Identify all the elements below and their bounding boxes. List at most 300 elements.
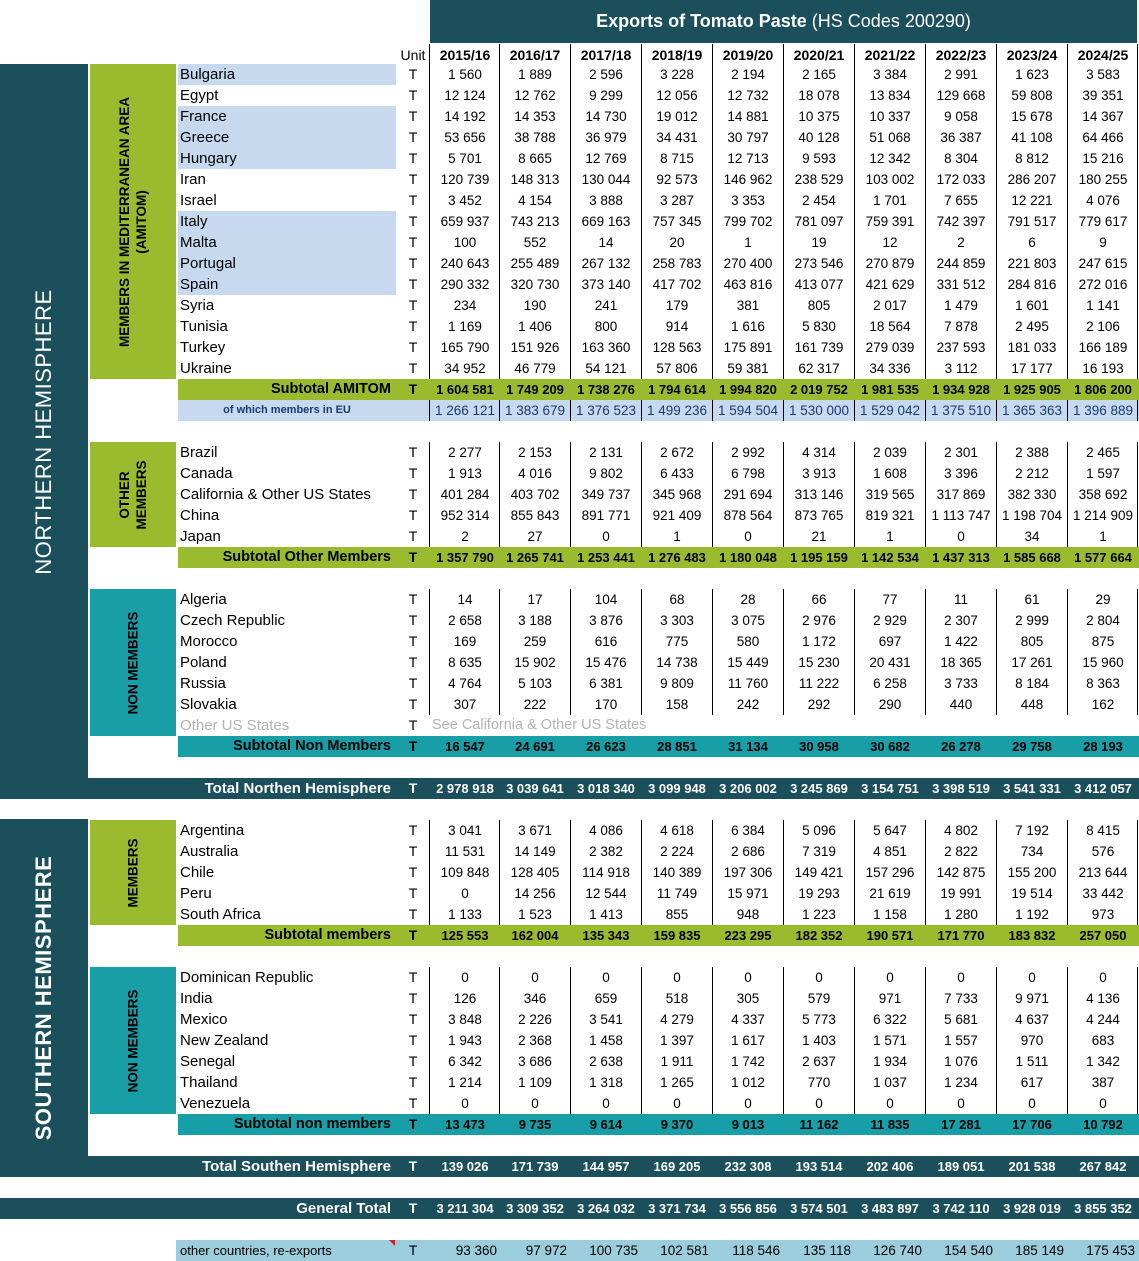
table-row xyxy=(0,967,1139,988)
unit-cell: T xyxy=(408,591,418,607)
value-cell: 4 016 xyxy=(518,466,552,481)
column-divider xyxy=(499,400,500,421)
unit-cell: T xyxy=(408,87,418,103)
value-cell: 267 842 xyxy=(1079,1159,1127,1174)
value-cell: 100 xyxy=(453,235,477,250)
value-cell: 805 xyxy=(807,298,831,313)
value-cell: 15 902 xyxy=(514,655,556,670)
value-cell: 118 546 xyxy=(732,1243,780,1258)
subtotal-label: Subtotal Non Members xyxy=(233,738,391,754)
value-cell: 14 881 xyxy=(727,109,769,124)
value-cell: 2 153 xyxy=(518,445,552,460)
unit-cell: T xyxy=(408,507,418,523)
total-southern-hemisphere-row xyxy=(0,1156,1139,1177)
value-cell: 241 xyxy=(594,298,618,313)
value-cell: 11 760 xyxy=(727,676,769,691)
value-cell: 183 832 xyxy=(1008,928,1056,943)
value-cell: 77 xyxy=(882,592,898,607)
value-cell: 3 398 519 xyxy=(932,781,990,796)
value-cell: 4 314 xyxy=(802,445,836,460)
value-cell: 3 287 xyxy=(660,193,694,208)
value-cell: 2 xyxy=(957,235,965,250)
value-cell: 38 788 xyxy=(514,130,556,145)
value-cell: 4 279 xyxy=(660,1012,694,1027)
value-cell: 1 076 xyxy=(944,1054,978,1069)
value-cell: 1 458 xyxy=(589,1033,623,1048)
value-cell: 2 301 xyxy=(944,445,978,460)
value-cell: 6 384 xyxy=(731,823,765,838)
group-label-non-members-north: NON MEMBERS xyxy=(90,589,176,736)
value-cell: 11 835 xyxy=(870,1117,910,1132)
value-cell: 7 655 xyxy=(944,193,978,208)
value-cell: 2 976 xyxy=(802,613,836,628)
country-name: Bulgaria xyxy=(178,64,396,85)
value-cell: 11 xyxy=(953,592,968,607)
value-cell: 320 730 xyxy=(510,277,560,292)
value-cell: 14 367 xyxy=(1082,109,1124,124)
value-cell: 5 647 xyxy=(873,823,907,838)
value-cell: 6 342 xyxy=(448,1054,482,1069)
value-cell: 1 342 xyxy=(1086,1054,1120,1069)
value-cell: 1 616 xyxy=(731,319,765,334)
value-cell: 0 xyxy=(957,529,965,544)
value-cell: 1 133 xyxy=(448,907,482,922)
value-cell: 781 097 xyxy=(794,214,844,229)
value-cell: 4 086 xyxy=(589,823,623,838)
value-cell: 103 002 xyxy=(865,172,915,187)
country-name: Syria xyxy=(180,297,215,314)
unit-cell: T xyxy=(408,444,418,460)
value-cell: 1 396 889 xyxy=(1072,403,1134,418)
year-header: 2021/22 xyxy=(864,47,916,63)
country-name: Venezuela xyxy=(180,1095,251,1112)
value-cell: 40 128 xyxy=(798,130,840,145)
value-cell: 31 134 xyxy=(728,739,768,754)
value-cell: 0 xyxy=(957,970,965,985)
value-cell: 4 802 xyxy=(944,823,978,838)
table-row xyxy=(0,862,1139,883)
value-cell: 1 617 xyxy=(731,1033,765,1048)
value-cell: 3 041 xyxy=(448,823,482,838)
value-cell: 93 360 xyxy=(455,1243,497,1258)
value-cell: 255 489 xyxy=(510,256,560,271)
total-label: Total Northen Hemisphere xyxy=(204,780,391,797)
value-cell: 2 454 xyxy=(802,193,836,208)
value-cell: 201 538 xyxy=(1008,1159,1056,1174)
value-cell: 97 972 xyxy=(525,1243,567,1258)
table-row xyxy=(0,904,1139,925)
value-cell: 169 xyxy=(453,634,477,649)
value-cell: 1 214 909 xyxy=(1072,508,1134,523)
table-row xyxy=(0,127,1139,148)
value-cell: 223 295 xyxy=(724,928,772,943)
value-cell: 114 918 xyxy=(582,865,630,880)
country-name: Ukraine xyxy=(180,360,232,377)
table-row xyxy=(0,589,1139,610)
group-label-non-members-south: NON MEMBERS xyxy=(90,967,176,1114)
table-row xyxy=(0,442,1139,463)
value-cell: 1 889 xyxy=(518,67,552,82)
unit-cell: T xyxy=(408,885,418,901)
table-row xyxy=(0,148,1139,169)
value-cell: 202 406 xyxy=(866,1159,914,1174)
value-cell: 0 xyxy=(602,970,610,985)
value-cell: 9 058 xyxy=(944,109,978,124)
value-cell: 29 758 xyxy=(1012,739,1052,754)
value-cell: 2 929 xyxy=(873,613,907,628)
value-cell: 189 051 xyxy=(937,1159,985,1174)
value-cell: 14 xyxy=(598,235,614,250)
value-cell: 1 557 xyxy=(944,1033,978,1048)
table-row xyxy=(0,631,1139,652)
value-cell: 18 365 xyxy=(940,655,982,670)
value-cell: 3 888 xyxy=(589,193,623,208)
year-header: 2016/17 xyxy=(509,47,561,63)
value-cell: 54 121 xyxy=(585,361,627,376)
value-cell: 1 195 159 xyxy=(790,550,848,565)
value-cell: 659 xyxy=(594,991,618,1006)
value-cell: 182 352 xyxy=(795,928,843,943)
value-cell: 3 556 856 xyxy=(719,1201,777,1216)
value-cell: 3 583 xyxy=(1086,67,1120,82)
value-cell: 14 192 xyxy=(444,109,486,124)
country-name: Japan xyxy=(180,528,221,545)
value-cell: 3 303 xyxy=(660,613,694,628)
country-name: Malta xyxy=(178,232,396,253)
value-cell: 9 593 xyxy=(802,151,836,166)
unit-cell: T xyxy=(408,906,418,922)
table-row xyxy=(0,1009,1139,1030)
value-cell: 3 876 xyxy=(589,613,623,628)
value-cell: 0 xyxy=(461,1096,469,1111)
value-cell: 3 228 xyxy=(660,67,694,82)
value-cell: 3 541 331 xyxy=(1003,781,1061,796)
value-cell: 973 xyxy=(1091,907,1115,922)
value-cell: 1 012 xyxy=(731,1075,765,1090)
value-cell: 3 483 897 xyxy=(861,1201,919,1216)
total-label: Total Southen Hemisphere xyxy=(202,1158,391,1175)
value-cell: 3 154 751 xyxy=(861,781,919,796)
value-cell: 1 601 xyxy=(1015,298,1049,313)
value-cell: 2 039 xyxy=(873,445,907,460)
value-cell: 358 692 xyxy=(1078,487,1128,502)
value-cell: 1 113 747 xyxy=(931,508,991,523)
value-cell: 21 619 xyxy=(869,886,911,901)
value-cell: 21 xyxy=(811,529,827,544)
unit-cell: T xyxy=(408,234,418,250)
value-cell: 9 735 xyxy=(518,1117,552,1132)
value-cell: 2 019 752 xyxy=(790,382,848,397)
value-cell: 1 499 236 xyxy=(646,403,708,418)
country-name: China xyxy=(180,507,220,524)
value-cell: 34 xyxy=(1024,529,1040,544)
value-cell: 0 xyxy=(886,1096,894,1111)
value-cell: 26 278 xyxy=(941,739,981,754)
country-name: Israel xyxy=(180,192,217,209)
value-cell: 159 835 xyxy=(653,928,701,943)
value-cell: 126 xyxy=(453,991,477,1006)
value-cell: 13 473 xyxy=(445,1117,485,1132)
value-cell: 151 926 xyxy=(510,340,560,355)
value-cell: 19 293 xyxy=(798,886,840,901)
country-name: Thailand xyxy=(180,1074,238,1091)
value-cell: 683 xyxy=(1091,1033,1115,1048)
value-cell: 1 701 xyxy=(873,193,907,208)
unit-cell: T xyxy=(408,990,418,1006)
unit-cell: T xyxy=(408,738,418,754)
subtotal-label: Subtotal Other Members xyxy=(222,549,391,565)
value-cell: 27 xyxy=(527,529,543,544)
year-header: 2022/23 xyxy=(935,47,987,63)
value-cell: 3 541 xyxy=(589,1012,623,1027)
value-cell: 2 686 xyxy=(731,844,765,859)
country-name: Czech Republic xyxy=(180,612,286,629)
value-cell: 140 389 xyxy=(652,865,702,880)
table-row xyxy=(0,526,1139,547)
value-cell: 2 165 xyxy=(802,67,836,82)
value-cell: 3 384 xyxy=(873,67,907,82)
column-divider xyxy=(1137,400,1138,421)
value-cell: 19 991 xyxy=(940,886,982,901)
value-cell: 1 806 200 xyxy=(1074,382,1132,397)
value-cell: 775 xyxy=(665,634,689,649)
value-cell: 413 077 xyxy=(794,277,844,292)
value-cell: 4 244 xyxy=(1086,1012,1120,1027)
total-label: General Total xyxy=(296,1200,391,1217)
value-cell: 3 018 340 xyxy=(577,781,635,796)
value-cell: 290 332 xyxy=(440,277,490,292)
value-cell: 15 449 xyxy=(727,655,769,670)
country-name: Greece xyxy=(178,127,396,148)
unit-cell: T xyxy=(408,1011,418,1027)
eu-members-row xyxy=(178,400,1139,421)
value-cell: 1 365 363 xyxy=(1001,403,1063,418)
country-name: Dominican Republic xyxy=(180,969,314,986)
value-cell: 154 540 xyxy=(944,1243,993,1258)
value-cell: 175 891 xyxy=(723,340,773,355)
value-cell: 41 108 xyxy=(1011,130,1053,145)
value-cell: 3 733 xyxy=(944,676,978,691)
unit-cell: T xyxy=(408,381,418,397)
value-cell: 19 012 xyxy=(656,109,698,124)
value-cell: 921 409 xyxy=(652,508,702,523)
value-cell: 4 764 xyxy=(448,676,482,691)
value-cell: 1 597 xyxy=(1086,466,1120,481)
southern-hemisphere-label: SOUTHERN HEMISPHERE xyxy=(0,819,88,1177)
unit-cell: T xyxy=(408,822,418,838)
unit-cell: T xyxy=(408,549,418,565)
value-cell: 8 665 xyxy=(518,151,552,166)
table-row xyxy=(0,253,1139,274)
value-cell: 3 075 xyxy=(731,613,765,628)
value-cell: 6 433 xyxy=(660,466,694,481)
table-row xyxy=(0,841,1139,862)
value-cell: 3 112 xyxy=(944,361,978,376)
value-cell: 126 740 xyxy=(873,1243,922,1258)
value-cell: 0 xyxy=(673,1096,681,1111)
value-cell: 317 869 xyxy=(936,487,986,502)
country-name: Turkey xyxy=(180,339,226,356)
table-row xyxy=(0,1051,1139,1072)
value-cell: 165 790 xyxy=(440,340,490,355)
value-cell: 1 911 xyxy=(660,1054,694,1069)
country-name: Poland xyxy=(180,654,227,671)
value-cell: 3 371 734 xyxy=(648,1201,706,1216)
value-cell: 1 530 000 xyxy=(788,403,850,418)
value-cell: 190 xyxy=(523,298,547,313)
table-row xyxy=(0,316,1139,337)
value-cell: 855 xyxy=(665,907,689,922)
value-cell: 135 118 xyxy=(803,1243,851,1258)
unit-cell: T xyxy=(408,528,418,544)
value-cell: 14 738 xyxy=(656,655,698,670)
value-cell: 9 013 xyxy=(731,1117,765,1132)
value-cell: 659 937 xyxy=(440,214,490,229)
value-cell: 387 xyxy=(1091,1075,1115,1090)
value-cell: 64 466 xyxy=(1082,130,1124,145)
value-cell: 221 803 xyxy=(1007,256,1057,271)
value-cell: 1 037 xyxy=(873,1075,907,1090)
value-cell: 270 400 xyxy=(723,256,773,271)
value-cell: 1 xyxy=(886,529,894,544)
value-cell: 3 245 869 xyxy=(790,781,848,796)
value-cell: 4 136 xyxy=(1086,991,1120,1006)
table-row xyxy=(0,610,1139,631)
value-cell: 1 406 xyxy=(518,319,552,334)
country-name: South Africa xyxy=(180,906,261,923)
value-cell: 157 296 xyxy=(865,865,915,880)
value-cell: 1 198 704 xyxy=(1001,508,1063,523)
unit-cell: T xyxy=(408,1053,418,1069)
country-name: Iran xyxy=(180,171,206,188)
value-cell: 1 266 121 xyxy=(434,403,496,418)
value-cell: 16 193 xyxy=(1082,361,1124,376)
value-cell: 1 604 581 xyxy=(436,382,494,397)
country-name: Australia xyxy=(180,843,239,860)
value-cell: 6 xyxy=(1028,235,1036,250)
value-cell: 576 xyxy=(1091,844,1115,859)
unit-cell: T xyxy=(408,1032,418,1048)
value-cell: 291 694 xyxy=(723,487,773,502)
value-cell: 3 099 948 xyxy=(648,781,706,796)
value-cell: 34 431 xyxy=(656,130,698,145)
unit-cell: T xyxy=(408,1158,418,1174)
country-name: Canada xyxy=(180,465,233,482)
value-cell: 232 308 xyxy=(724,1159,772,1174)
value-cell: 401 284 xyxy=(440,487,490,502)
value-cell: 948 xyxy=(736,907,760,922)
group-label-amitom: MEMBERS IN MEDITERRANEAN AREA (AMITOM) xyxy=(90,64,176,379)
value-cell: 971 xyxy=(878,991,902,1006)
value-cell: 135 343 xyxy=(582,928,630,943)
value-cell: 448 xyxy=(1020,697,1044,712)
value-cell: 279 039 xyxy=(865,340,915,355)
group-label-members-south: MEMBERS xyxy=(90,820,176,925)
country-name: Algeria xyxy=(180,591,227,608)
value-cell: 2 978 918 xyxy=(436,781,494,796)
table-row xyxy=(0,85,1139,106)
value-cell: 7 733 xyxy=(944,991,978,1006)
value-cell: 144 957 xyxy=(582,1159,630,1174)
country-name: Mexico xyxy=(180,1011,228,1028)
value-cell: 139 026 xyxy=(441,1159,489,1174)
unit-cell: T xyxy=(408,276,418,292)
value-cell: 1 276 483 xyxy=(648,550,706,565)
value-cell: 345 968 xyxy=(652,487,702,502)
value-cell: 0 xyxy=(531,1096,539,1111)
value-cell: 757 345 xyxy=(652,214,702,229)
column-divider xyxy=(854,400,855,421)
value-cell: 68 xyxy=(669,592,685,607)
value-cell: 1 934 928 xyxy=(932,382,990,397)
value-cell: 616 xyxy=(594,634,618,649)
unit-cell: T xyxy=(408,339,418,355)
value-cell: 1 180 048 xyxy=(719,550,777,565)
unit-cell: T xyxy=(408,255,418,271)
value-cell: 284 816 xyxy=(1007,277,1057,292)
value-cell: 59 381 xyxy=(727,361,769,376)
subtotal-non-members-north-row xyxy=(178,736,1139,757)
value-cell: 819 321 xyxy=(865,508,915,523)
value-cell: 3 211 304 xyxy=(436,1201,494,1216)
value-cell: 286 207 xyxy=(1007,172,1057,187)
value-cell: 13 834 xyxy=(869,88,911,103)
value-cell: 1 934 xyxy=(873,1054,907,1069)
value-cell: 17 261 xyxy=(1011,655,1053,670)
value-cell: 10 375 xyxy=(798,109,840,124)
value-cell: 579 xyxy=(807,991,831,1006)
subtotal-south-members-row xyxy=(178,925,1139,946)
value-cell: 0 xyxy=(461,970,469,985)
value-cell: 59 808 xyxy=(1011,88,1053,103)
value-cell: 3 309 352 xyxy=(506,1201,564,1216)
value-cell: 149 421 xyxy=(794,865,844,880)
value-cell: 15 971 xyxy=(727,886,769,901)
unit-cell: T xyxy=(408,1116,418,1132)
reexports-label: other countries, re-exports xyxy=(180,1243,332,1258)
unit-cell: T xyxy=(408,1200,418,1216)
column-divider xyxy=(925,400,926,421)
value-cell: 20 xyxy=(669,235,685,250)
value-cell: 18 564 xyxy=(869,319,911,334)
value-cell: 1 xyxy=(673,529,681,544)
value-cell: 14 256 xyxy=(514,886,556,901)
unit-cell: T xyxy=(408,1242,418,1258)
table-row xyxy=(0,211,1139,232)
value-cell: 1 xyxy=(1099,529,1107,544)
value-cell: 46 779 xyxy=(514,361,556,376)
country-name: New Zealand xyxy=(180,1032,269,1049)
unit-cell: T xyxy=(408,969,418,985)
value-cell: 5 103 xyxy=(518,676,552,691)
value-cell: 8 304 xyxy=(944,151,978,166)
value-cell: 1 109 xyxy=(518,1075,552,1090)
value-cell: 273 546 xyxy=(794,256,844,271)
value-cell: 734 xyxy=(1020,844,1044,859)
value-cell: 0 xyxy=(1099,1096,1107,1111)
value-cell: 1 397 xyxy=(660,1033,694,1048)
value-cell: 3 928 019 xyxy=(1003,1201,1061,1216)
value-cell: 9 370 xyxy=(660,1117,694,1132)
value-cell: 1 913 xyxy=(448,466,482,481)
value-cell: 258 783 xyxy=(652,256,702,271)
value-cell: 8 184 xyxy=(1015,676,1049,691)
value-cell: 2 991 xyxy=(944,67,978,82)
value-cell: 319 565 xyxy=(865,487,915,502)
unit-cell: T xyxy=(408,486,418,502)
table-title: Exports of Tomato Paste (HS Codes 200290) xyxy=(430,0,1137,43)
value-cell: 169 205 xyxy=(653,1159,701,1174)
